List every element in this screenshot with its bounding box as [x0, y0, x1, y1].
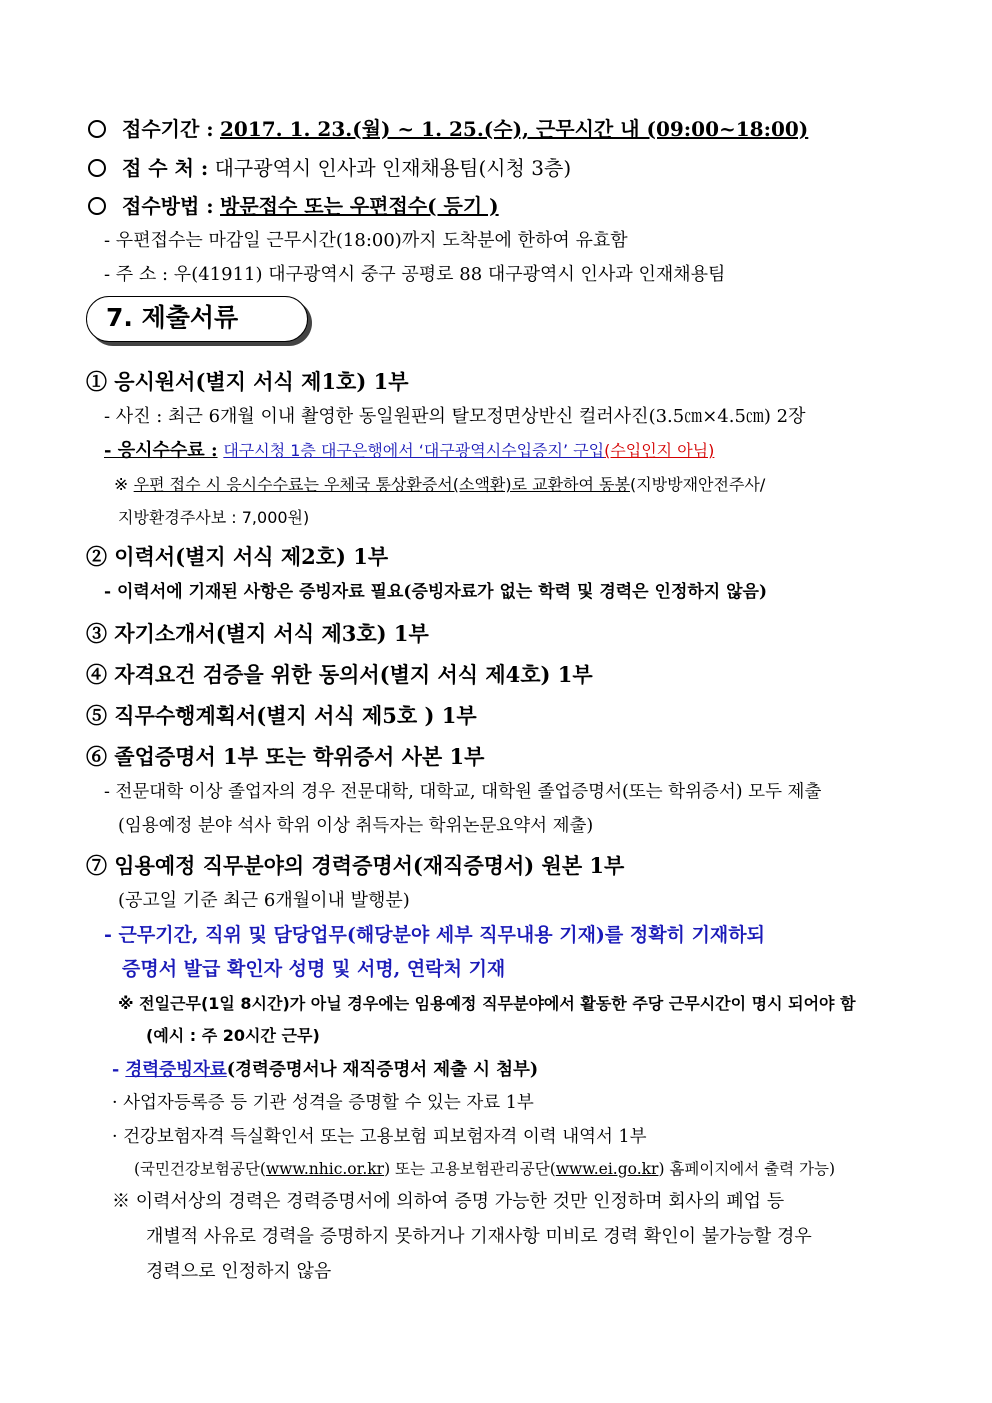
hollow-circle-bullet-icon	[88, 120, 106, 138]
mail-fee-note	[114, 472, 765, 498]
source-text-c: ) 홈페이지에서 출력 가능)	[658, 1160, 836, 1178]
evidence-bullet-2: · 건강보험자격 득실확인서 또는 고용보험 피보험자격 이력 내역서 1부	[112, 1127, 647, 1147]
reception-method-label: 접수방법 :	[122, 194, 214, 218]
fee-purchase-info: 대구시청 1층 대구은행에서 ‘대구광역시수입증지’ 구입	[223, 441, 605, 460]
address-note: - 주 소 : 우(41911) 대구광역시 중구 공평로 88 대구광역시 인사과 인재채용팀	[104, 264, 726, 285]
reception-place-value: 대구광역시 인사과 인재채용팀(시청 3층)	[214, 156, 572, 180]
document-item-7-title: ⑦ 임용예정 직무분야의 경력증명서(재직증명서) 원본 1부	[86, 853, 625, 878]
parttime-note-2: (예시 : 주 20시간 근무)	[146, 1026, 320, 1045]
hollow-circle-bullet-icon	[88, 197, 106, 215]
document-item-5-title: ⑤ 직무수행계획서(별지 서식 제5호 ) 1부	[86, 703, 477, 728]
reception-place-row	[88, 155, 571, 181]
evidence-condition: (경력증명서나 재직증명서 제출 시 첨부)	[226, 1060, 539, 1080]
reception-period-row	[88, 116, 808, 142]
graduation-note-1: - 전문대학 이상 졸업자의 경우 전문대학, 대학교, 대학원 졸업증명서(또는 학위증서) 모두 제출	[104, 782, 822, 802]
final-note-2: 개별적 사유로 경력을 증명하지 못하거나 기재사항 미비로 경력 확인이 불가능할 경우	[146, 1226, 812, 1247]
final-note-3: 경력으로 인정하지 않음	[146, 1261, 332, 1282]
fee-row	[104, 438, 714, 464]
document-item-6-title: ⑥ 졸업증명서 1부 또는 학위증서 사본 1부	[86, 744, 485, 769]
hollow-circle-bullet-icon	[88, 159, 106, 177]
evidence-dash: -	[112, 1060, 126, 1080]
document-item-3-title: ③ 자기소개서(별지 서식 제3호) 1부	[86, 621, 429, 646]
fee-label: - 응시수수료 :	[104, 440, 218, 461]
fee-warning: (수입인지 아님)	[604, 441, 715, 460]
document-item-4-title: ④ 자격요건 검증을 위한 동의서(별지 서식 제4호) 1부	[86, 662, 593, 687]
ei-url-link[interactable]: www.ei.go.kr	[555, 1160, 659, 1178]
final-note-1: ※ 이력서상의 경력은 경력증명서에 의하여 증명 가능한 것만 인정하며 회사의 폐업 등	[112, 1191, 785, 1212]
mail-fee-amount-prefix: (지방방재안전주사/	[629, 475, 766, 494]
graduation-note-2: (임용예정 분야 석사 학위 이상 취득자는 학위논문요약서 제출)	[118, 816, 594, 836]
photo-requirement: - 사진 : 최근 6개월 이내 촬영한 동일원판의 탈모정면상반신 컬러사진(3.5㎝×4.5㎝) 2장	[104, 406, 806, 427]
issue-date-note: (공고일 기준 최근 6개월이내 발행분)	[118, 890, 410, 911]
reception-place-label: 접 수 처 :	[122, 156, 209, 180]
reception-period-value: 2017. 1. 23.(월) ~ 1. 25.(수), 근무시간 내 (09:00~18:00)	[220, 117, 809, 141]
nhic-url-link[interactable]: www.nhic.or.kr	[265, 1160, 385, 1178]
reception-method-row	[88, 193, 499, 219]
mail-deadline-note: - 우편접수는 마감일 근무시간(18:00)까지 도착분에 한하여 유효함	[104, 230, 628, 251]
mail-fee-amount: 지방환경주사보 : 7,000원)	[118, 508, 310, 527]
reference-mark: ※	[114, 475, 134, 495]
source-text-a: (국민건강보험공단(	[134, 1160, 266, 1178]
source-text-b: ) 또는 고용보험관리공단(	[384, 1160, 556, 1178]
evidence-bullet-1: · 사업자등록증 등 기관 성격을 증명할 수 있는 자료 1부	[112, 1093, 534, 1113]
evidence-label: 경력증빙자료	[125, 1060, 227, 1080]
reception-method-value: 방문접수 또는 우편접수( 등기 )	[220, 194, 499, 218]
parttime-note-1: ※ 전일근무(1일 8시간)가 아닐 경우에는 임용예정 직무분야에서 활동한 주당 근무시간이 명시 되어야 함	[118, 994, 856, 1013]
resume-evidence-note: - 이력서에 기재된 사항은 증빙자료 필요(증빙자료가 없는 학력 및 경력은 인정하지 않음)	[104, 582, 768, 602]
evidence-source-note	[134, 1156, 835, 1182]
reception-period-label: 접수기간 :	[122, 117, 214, 141]
mail-fee-instruction: 우편 접수 시 응시수수료는 우체국 통상환증서(소액환)로 교환하여 동봉	[133, 475, 630, 494]
career-detail-note-1: - 근무기간, 직위 및 담당업무(해당분야 세부 직무내용 기재)를 정확히 기재하되	[104, 924, 765, 946]
document-item-2-title: ② 이력서(별지 서식 제2호) 1부	[86, 544, 389, 569]
evidence-row	[112, 1057, 538, 1083]
section-header-submission-documents	[86, 296, 310, 346]
document-item-1-title: ① 응시원서(별지 서식 제1호) 1부	[86, 369, 409, 394]
career-detail-note-2: 증명서 발급 확인자 성명 및 서명, 연락처 기재	[122, 958, 506, 980]
section-title: 7. 제출서류	[106, 303, 239, 332]
